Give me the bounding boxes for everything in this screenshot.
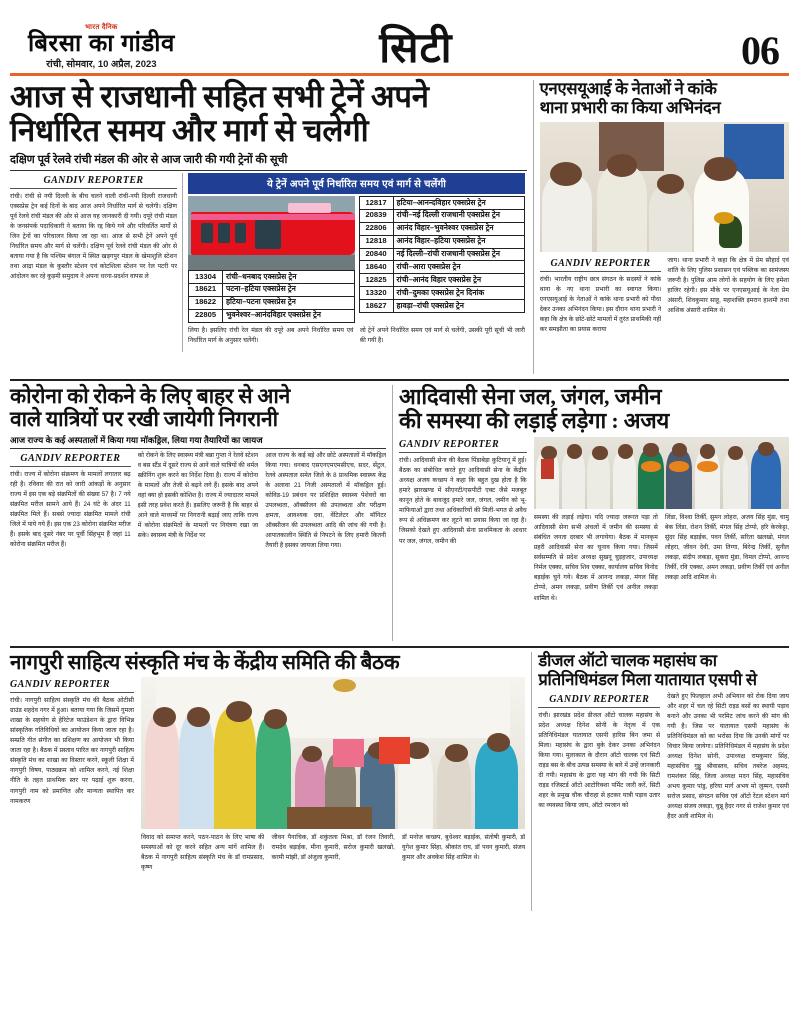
train-name: भुवनेश्वर–आनंदविहार एक्सप्रेस ट्रेन [223, 309, 355, 322]
lead-text-column-1 [10, 173, 182, 352]
train-left-column [188, 196, 355, 323]
adivasi-body-1: रांची। आदिवासी सेना की बैठक पिंडाबेड़ा कुटियानू में हुई। बैठक का संबोधित करते हुए आदिवासी सेना के केंद्रीय अध्यक्ष अजय कच्छप ने कहा कि बहुत दुख होता है कि हमारे झारखण्ड में सीएनटी/एसपीटी एक्ट जैसे मजबूत कानून होते के बावजूद हमारे जल, जंगल, जमीन को भू-माफियाओं द्वारा तथा अधिकारियों की मिली-भगत से अवैध रूप से अधिक्रमण कर लूटने का प्रयास किया जा रहा है। जिसको देखते हुए आदिवासी सेना प्राथमिकता के आधार पर जल, जंगल, जमीन की [399, 457, 527, 545]
lead-headline-line1: आज से राजधानी सहित सभी ट्रेनें अपने [10, 79, 429, 114]
section-title: सिटी [379, 26, 453, 73]
train-number: 20839 [359, 209, 393, 222]
nsui-body-1: रांची। भारतीय राष्ट्रीय छात्र संगठन के सदस्यों ने कांके थाना के नए थाना प्रभारी का स्वागत किया। एनएसयूआई के नेताओं ने कांके थाना प्रभारी को पौधा देकर उनका अभिनंदन किया। इस दौरान थाना प्रभारी ने कहा कि क्षेत्र के छोटे-छोटे मामलों में तुरंत प्राथमिकी नहीं कर समझौता का प्रयास कराया [539, 275, 662, 333]
auto-col-2 [667, 692, 789, 911]
train-number: 12825 [359, 274, 393, 287]
table-row [359, 287, 525, 300]
table-row [359, 300, 525, 313]
nsui-headline-line1: एनएसयूआई के नेताओं ने कांके [539, 79, 717, 98]
train-name: आनंद विहार–भुवनेश्वर एक्सप्रेस ट्रेन [393, 222, 525, 235]
train-name: हटिया–आनन्दविहार एक्सप्रेस ट्रेन [393, 196, 525, 209]
table-row [189, 309, 355, 322]
lead-body-2: लिया है। इसलिए रांची रेल मंडल की दपूरे अब अपने निर्धारित समय एवं निर्धारित मार्ग के अनुसार चलेंगी। [188, 326, 354, 344]
train-number: 22805 [189, 309, 223, 322]
train-name: रांची–धनबाद एक्सप्रेस ट्रेन [223, 270, 355, 283]
table-row [359, 209, 525, 222]
train-number: 18640 [359, 261, 393, 274]
corona-body-3: आज राज्य के कई बड़े और छोटे अस्पतालों में मॉकड्रिल किया गया। धनबाद एसएनएमएमसीएच, सदर, सेंटुल, रेलवे अस्पताल समेत जिले के 8 प्राथमिक स्वास्थ्य केंद्र के अलावा 21 निजी अस्पतालों में मॉकड्रिल हुई। कोविड-19 प्रबंधन पर प्रशिक्षित स्वास्थ्य पेशेवरों का उपलब्धता, ऑक्सीजन की उपलब्धता और परीक्षण क्षमता, आवश्यक दवा, वेंटिलेटर और मॉनिटर ऑक्सीजन की उपलब्धता आदि की जांच की गयी है। आपातकालीन स्थिति से निपटने के लिए हमारी कितनी तैयारी है इसका जायजा लिया गया। [265, 451, 387, 550]
corona-headline-line1: कोरोना को रोकने के लिए बाहर से आने [10, 383, 291, 408]
newspaper-brand [28, 23, 175, 70]
corona-body-1: रांची। राज्य में कोरोना संक्रमण के मामलों लगातार बढ़ रही है। रविवार की रात को जारी आंकड़ों के अनुसार राज्य में इस एक बड़े संक्रमितों की संख्या 57 है। 7 नये संक्रमित मरीज सामने आये हैं। 24 घंटे के अंदर 11 संक्रमित मिले हैं। सबसे ज्यादा संक्रमित मामले रांची जिले में पाये गये हैं। इस एक 23 कोरोना संक्रमित मरीज हैं। इसके बाद दूसरे नंबर पर पूर्वी सिंहभूम हैं जहां 11 कोरोना संक्रमित मरीज हैं। [10, 470, 131, 549]
auto-body-2: देखते हुए फिलहाल अभी अभियान को रोक दिया जाय और शहर में चल रहे सिटी राइड बसों का स्थायी पड़ाव बनाने और उनका भी परमिट जांच करने की मांग की गयी है। जिस पर यातायात एसपी महासंघ के प्रतिनिधिमंडल को का भरोसा दिया कि उनकी मांगों पर विचार किया जायेगा। प्रतिनिधिमंडल में महासंघ के प्रदेश अध्यक्ष दिनेश सोनी, उपाध्यक्ष रामकुमार सिंह, महासचिव गुड्डू श्रीवास्तव, सचिव तबरेज अहमद, रामशंकर सिंह, जिला अध्यक्ष मदन सिंह, महासचिव अभय कुमार पांडु, हरिया मार्ग अभय मो जुम्मन, एसपी सरोज प्रसाद, संगठन सचिव एवं ऑटो रेंटल स्टेशन मार्ग अध्यक्ष संजय लकड़ा, चुन्नू हैदर नगर से राजेश कुमार एवं हैदर अली शामिल थे। [667, 692, 789, 821]
corona-divider [10, 448, 386, 449]
adivasi-story [392, 385, 789, 641]
table-row [359, 235, 525, 248]
train-rows-right [359, 196, 525, 312]
byline-nsui: GANDIV REPORTER [540, 256, 662, 272]
train-name: हटिया–पटना एक्सप्रेस ट्रेन [223, 296, 355, 309]
train-name: रांची–नई दिल्ली राजधानी एक्सप्रेस ट्रेन [393, 209, 525, 222]
train-number: 18622 [189, 296, 223, 309]
section-divider-1 [10, 379, 789, 381]
nsui-story [533, 80, 789, 374]
lead-subhead: दक्षिण पूर्व रेलवे रांची मंडल की ओर से आज जारी की गयी ट्रेनों की सूची [10, 153, 288, 166]
train-number: 13304 [189, 270, 223, 283]
byline-nagpuri: GANDIV REPORTER [10, 677, 134, 693]
lead-headline-line2: निर्धारित समय और मार्ग से चलेगी [10, 113, 369, 149]
corona-col-2 [138, 451, 259, 641]
auto-headline-line1: डीजल ऑटो चालक महासंघ का [538, 650, 717, 670]
lead-story [10, 80, 527, 374]
table-row [359, 261, 525, 274]
nagpuri-body-4: डॉ मनोज कच्छप, बुधेश्वर बड़ाईक, संतोषी कुमारी, डॉ युगेश कुमार सिंहा, श्रीकांत राय, डॉ पवन कुमारी, संजय कुमार और अवकेश सिंह शामिल थे। [401, 834, 526, 862]
train-name: रांची–आनंद विहार एक्सप्रेस ट्रेन [393, 274, 525, 287]
adivasi-body-2: समस्या की लड़ाई लड़ेगा। यदि ज्यादा जरूरत पड़ा तो आदिवासी सेना सभी अंचलों में जमीन की समस्या से संबंधित जनता दरबार भी लगायेगा। बैठक में मानकृम प्रहरी आदिवासी सेना का चुनाव किया गया। जिसमें सर्वसम्मति से प्रदेश अध्यक्ष सुखनू चुड़हजार, उपाध्यक्ष निर्मल एक्का, सचिव शिव एक्का, कार्यालय सचिव विनोद बड़ाईक चुने गये। बैठक में आनन्द लकड़ा, मंगल सिंह टोप्पो, अमन लकड़ा, प्रवीण तिर्की एवं अनील लकड़ा शामिल थे। [533, 514, 658, 602]
train-number: 12818 [359, 235, 393, 248]
nagpuri-body-2: विवाद को समाप्त करने, पठन-पाठन के लिए भाषा की समस्याओं को दूर करने सहित अन्य मांगें शामिल हैं। बैठक में नागपुरी साहित्य संस्कृति मंच के डॉ रामप्रसाद, कृष्ण [141, 834, 265, 872]
nagpuri-col-1 [10, 677, 134, 891]
byline-auto: GANDIV REPORTER [538, 692, 660, 708]
corona-story [10, 385, 386, 641]
nagpuri-right-block [141, 677, 525, 891]
nsui-col-2 [667, 256, 789, 374]
train-rows-left [189, 270, 355, 322]
page-number: 06 [741, 28, 779, 74]
train-table-block [182, 173, 525, 352]
nsui-headline-line2: थाना प्रभारी का किया अभिनंदन [539, 97, 721, 117]
bottom-section [10, 652, 789, 911]
train-table-left [188, 270, 355, 323]
table-row [189, 270, 355, 283]
auto-body-1: रांची। झारखंड प्रदेश डीजल ऑटो चालक महासंघ के प्रदेश अध्यक्ष दिनेश सोनी के नेतृत्व में एक प्रतिनिधिमंडल यातायात एसपी हारिस बिन जमा से मिला। महासंघ के द्वारा बुके देकर उनका अभिनंदन किया गया। मुलाकात के दौरान ऑटो चालक एवं सिटी राइड बस के बीच उत्पन्न समस्या के बारे में उन्हें जानकारी दी गयी। महासंघ के द्वारा यह मांग की गयी कि सिटी राइड रजिस्टर्ड ऑटो आटोरिक्शा पर्मिट जारी करें, सिटी शहर के प्रमुख चौक चौराहा से हटकर यात्री पड़ाव उतार का व्यवस्था किया जाय, ऑटो रमजान को [538, 711, 661, 810]
table-row [359, 196, 525, 209]
train-number: 20840 [359, 248, 393, 261]
middle-section [10, 385, 789, 641]
train-number: 13320 [359, 287, 393, 300]
adivasi-headline-line1: आदिवासी सेना जल, जंगल, जमीन [399, 383, 662, 409]
corona-col-1 [10, 451, 131, 641]
nagpuri-body-3: जीवन पैनाचिक, डॉ शकुंतला मिश्रा, डॉ रंजन तिवारी, रामदेव बड़ाईक, मीना कुमारी, सरोज कुमारी खलखो, करमी मांझी, डॉ अंजुला कुमारी, [271, 834, 395, 862]
train-name: नई दिल्ली–रांची राजधानी एक्सप्रेस ट्रेन [393, 248, 525, 261]
train-number: 18627 [359, 300, 393, 313]
auto-headline-line2: प्रतिनिधिमंडल मिला यातायात एसपी से [538, 669, 757, 689]
brand-kicker: भारत दैनिक [85, 23, 118, 31]
nsui-body-2: जाय। थाना प्रभारी ने कहा कि क्षेत्र में प्रेम सौहार्द एवं शांति के लिए पुलिस प्रशासन एवं पब्लिक का सामंजस्य जरूरी है। पुलिस आम लोगों के सहयोग के लिए हमेशा हाजिर रहेगी। इस मौके पर एनएसयूआई के नेता प्रेम अंसारी, शिवकुमार साहू, महाशक्ति इमरान हाशमी तथा आशिक अंसारी शामिल थे। [667, 256, 789, 314]
byline-lead: GANDIV REPORTER [10, 173, 177, 189]
train-number: 22806 [359, 222, 393, 235]
edition-date: रांची, सोमवार, 10 अप्रैल, 2023 [46, 59, 157, 70]
section-divider-2 [10, 646, 789, 648]
corona-headline-line2: वाले यात्रियों पर रखी जायेगी निगरानी [10, 407, 278, 432]
table-row [189, 296, 355, 309]
train-table-title: ये ट्रेनें अपने पूर्व निर्धारित समय एवं मार्ग से चलेंगी [188, 173, 525, 194]
masthead-rule [10, 73, 789, 76]
byline-corona: GANDIV REPORTER [10, 451, 131, 467]
nagpuri-photo [141, 677, 525, 829]
nagpuri-story [10, 652, 525, 911]
train-name: रांची–दुमका एक्सप्रेस ट्रेन दिनांक [393, 287, 525, 300]
corona-body-2: को रोकने के लिए स्वास्थ्य मंत्री बन्ना गुप्ता ने रेलवे स्टेशन व बस स्टैंड में दूसरे राज्य से आने वाले यात्रियों की थर्मल स्क्रीनिंग शुरू करने का निर्देश दिया है। राज्य में कोरोना के मामलों और तेजी से बढ़ने लगे हैं। इसके बाद अपने वहां क्या हो इसकी कोशिश है। राज्य में ज्यादातर मामले इसी तरह प्रवेश करते हैं। इसलिए जरूरी है कि बाहर से आने वाले माध्यमों पर निगरानी बढ़ाई जाए ताकि राज्य में कोरोना संक्रमितों के मामलों पर नियंत्रण रखा जा सके। स्वास्थ्य मंत्री के निर्देश पर [137, 451, 259, 540]
train-name: रांची–आरा एक्सप्रेस ट्रेन [393, 261, 525, 274]
auto-col-1 [538, 692, 660, 911]
train-photo [188, 196, 355, 270]
adivasi-col-1 [399, 437, 527, 631]
nagpuri-headline: नागपुरी साहित्य संस्कृति मंच के केंद्रीय समिति की बैठक [10, 651, 400, 674]
lead-divider [10, 170, 527, 171]
table-row [359, 222, 525, 235]
table-row [189, 283, 355, 296]
lead-body-3: जो ट्रेनें अपने निर्धारित समय एवं मार्ग से चलेंगी, उसकी पूरी सूची भी जारी की गयी है। [359, 326, 525, 344]
adivasi-right-block [534, 437, 789, 631]
table-row [359, 274, 525, 287]
train-name: पटना–हटिया एक्सप्रेस ट्रेन [223, 283, 355, 296]
auto-story [531, 652, 789, 911]
byline-adivasi: GANDIV REPORTER [399, 437, 527, 453]
top-section [10, 80, 789, 374]
corona-col-3 [265, 451, 386, 641]
table-row [359, 248, 525, 261]
masthead [10, 8, 789, 74]
train-number: 18621 [189, 283, 223, 296]
nagpuri-body-1: रांची। नागपुरी साहित्य संस्कृति मंच की बैठक ओटीसी ग्राउंड शहदेव नगर में हुआ। बताया गया कि जिसमें गुमला शाखा के सहयोग से हेरिटेज फाउंडेशन के द्वारा विभिन्न सांस्कृतिक गतिविधियों का आयोजन किया जाता रहा है। सम्प्रति गीत संगीत का प्रशिक्षण का आयोजन भी किया जाता रहा है। बैठक में प्रस्ताव पारित कर नागपुरी साहित्य संस्कृति मंच का शाखा का विस्तार करने, स्कूली शिक्षा में नागपुरी विषय, पाठ्यक्रम को शामिल करने, नई शिक्षा नीति के तहत प्राथमिक स्तर पर पढ़ाई शुरू करना, नागपुरी नाम को प्रमाणित और मान्यता स्थापित कर नामकरण [10, 697, 134, 805]
brand-name: बिरसा का गांडीव [28, 29, 175, 57]
train-name: हावड़ा–रांची एक्सप्रेस ट्रेन [393, 300, 525, 313]
train-table-right [359, 196, 526, 313]
nsui-col-1 [540, 256, 662, 374]
adivasi-photo [534, 437, 789, 509]
lead-body-1: रांची। रांची से नयी दिल्ली के बीच चलने वाली रांची-नयी दिल्ली राजधानी एक्सप्रेस ट्रेन कई दिनों के बाद आज अपने निर्धारित मार्ग से चलेगी। दक्षिण पूर्व रेलवे रांची मंडल की ओर से आज यह जानकारी दी गयी। दपूरे रांची मंडल के जनसंपर्क पदाधिकारी ने बताया कि रद्द किये गये और परिवर्तित मार्गों से जिन ट्रेनों का परिचालन किया जा रहा था। आज से सभी ट्रेनें अपने पूर्व निर्धारित समय और मार्ग से चलेंगी। दक्षिण पूर्व रेलवे रांची मंडल की ओर से बताया गया है कि पश्चिम बंगाल में स्थित खड़गपुर मंडल के खेमाशुलि स्टेशन तथा आद्रा मंडल के कुस्तौर स्टेशन एवं कोटशिला स्टेशन पर रेल पटरी पर आंदोलन कर रहे कुड़मी समुदाय ने अपना धरना-प्रदर्शन वापस ले [10, 192, 177, 281]
train-right-column [359, 196, 526, 323]
train-name: आनंद विहार–हटिया एक्सप्रेस ट्रेन [393, 235, 525, 248]
nsui-photo [540, 122, 789, 252]
corona-subhead: आज राज्य के कई अस्पतालों में किया गया मॉकड्रिल, लिया गया तैयारियों का जायज [10, 434, 263, 445]
adivasi-body-3: लिंडा, विश्वा तिर्की, सुमन लोहरा, अजय सिंह मुंडा, चामु बेक लिंडा, रोशन तिर्की, मंगल सिंह टोप्पो, हरि केरकेट्टा, सुंदर सिंह बड़ाईक, पवन तिर्की, सरिता खलखो, मंगल लोहरा, जीवन देवी, उमा तिग्गा, बिरेन्द्र तिर्की, सुनील लकड़ा, संदीप लकड़ा, सुकरा मुंडा, विमल टोप्पो, आनन्द तिर्की, रवि एक्का, अमन लकड़ा, प्रवीण तिर्की एवं अनील लकड़ा आदि शामिल थे। [664, 514, 789, 582]
adivasi-headline-line2: की समस्या की लड़ाई लड़ेगा : अजय [399, 408, 670, 434]
train-number: 12817 [359, 196, 393, 209]
